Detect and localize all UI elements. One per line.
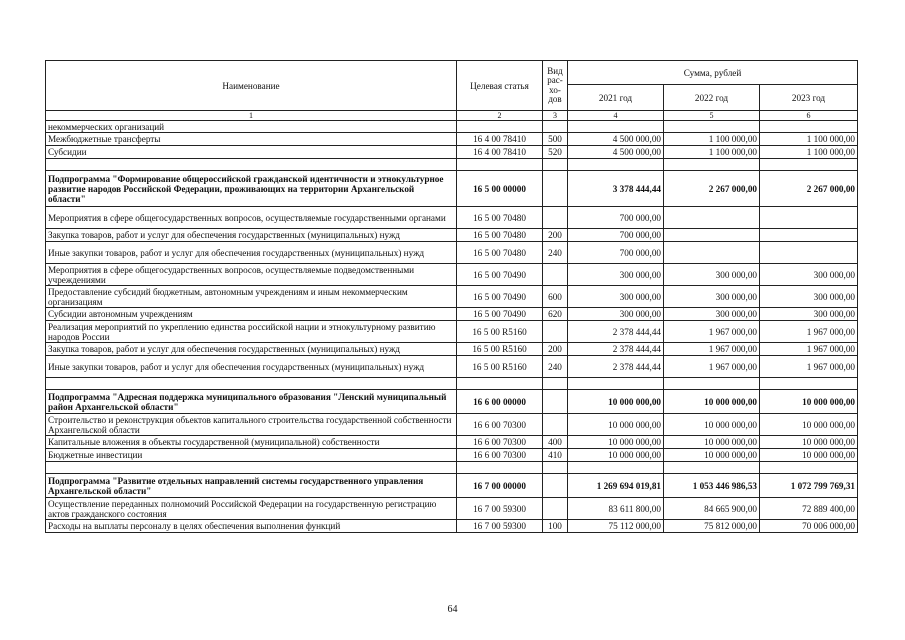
row-2022: 1 967 000,00 [664,321,760,343]
row-code: 16 5 00 70490 [457,264,543,286]
row-2021: 83 611 800,00 [568,498,664,520]
page-number: 64 [447,604,458,615]
row-type: 410 [543,449,568,462]
row-2022 [664,242,760,264]
row-name: Иные закупки товаров, работ и услуг для обеспечения государственных (муниципальных) нужд [46,356,457,378]
row-code: 16 4 00 78410 [457,133,543,146]
row-code: 16 7 00 59300 [457,498,543,520]
row-name: Закупка товаров, работ и услуг для обеспечения государственных (муниципальных) нужд [46,343,457,356]
row-name: Закупка товаров, работ и услуг для обеспечения государственных (муниципальных) нужд [46,229,457,242]
row-code: 16 6 00 00000 [457,390,543,414]
table-row [46,414,858,436]
row-code: 16 5 00 70490 [457,308,543,321]
table-row [46,356,858,378]
row-2023: 300 000,00 [760,264,858,286]
row-2021: 4 500 000,00 [568,146,664,159]
row-type [543,171,568,207]
row-type: 240 [543,356,568,378]
row-2022: 1 967 000,00 [664,356,760,378]
table-row [46,449,858,462]
row-2021: 2 378 444,44 [568,321,664,343]
row-code: 16 5 00 70480 [457,207,543,229]
row-2022: 10 000 000,00 [664,414,760,436]
col-index: 2 [457,111,543,121]
spacer-row [46,462,858,474]
row-2023 [760,207,858,229]
table-row [46,286,858,308]
row-2022: 1 967 000,00 [664,343,760,356]
row-2022: 300 000,00 [664,264,760,286]
row-name: Предоставление субсидий бюджетным, автономным учреждениям и иным некоммерческим организациям [46,286,457,308]
row-type: 500 [543,133,568,146]
row-code: 16 6 00 70300 [457,449,543,462]
table-row [46,264,858,286]
row-name: Реализация мероприятий по укреплению единства российской нации и этнокультурному развитию народов России [46,321,457,343]
row-2021 [568,121,664,133]
row-name: Мероприятия в сфере общегосударственных вопросов, осуществляемые подведомственными учреждениями [46,264,457,286]
table-row [46,146,858,159]
row-2022 [664,121,760,133]
col-header-target: Целевая статья [457,61,543,111]
row-code: 16 5 00 R5160 [457,343,543,356]
row-2021: 700 000,00 [568,207,664,229]
row-type: 200 [543,229,568,242]
row-2022: 10 000 000,00 [664,436,760,449]
row-name: Подпрограмма "Формирование общероссийской гражданской идентичности и этнокультурное развитие народов Российской Федерации, проживающих на территории Архангельской области" [46,171,457,207]
row-code: 16 5 00 70490 [457,286,543,308]
budget-table [45,60,858,533]
row-type: 100 [543,520,568,533]
row-2023: 10 000 000,00 [760,449,858,462]
row-code: 16 5 00 00000 [457,171,543,207]
row-2021: 10 000 000,00 [568,436,664,449]
row-2023: 70 006 000,00 [760,520,858,533]
row-2021: 3 378 444,44 [568,171,664,207]
row-code: 16 4 00 78410 [457,146,543,159]
row-type: 620 [543,308,568,321]
row-2021: 75 112 000,00 [568,520,664,533]
col-header-2022: 2022 год [664,85,760,111]
row-type [543,207,568,229]
row-code: 16 6 00 70300 [457,436,543,449]
row-name: Субсидии автономным учреждениям [46,308,457,321]
col-index: 3 [543,111,568,121]
row-code: 16 6 00 70300 [457,414,543,436]
row-name: Иные закупки товаров, работ и услуг для обеспечения государственных (муниципальных) нужд [46,242,457,264]
table-row [46,207,858,229]
row-2021: 10 000 000,00 [568,449,664,462]
row-code: 16 7 00 00000 [457,474,543,498]
row-2021: 4 500 000,00 [568,133,664,146]
row-code: 16 5 00 70480 [457,229,543,242]
row-name: Осуществление переданных полномочий Российской Федерации на государственную регистрацию актов гражданского состояния [46,498,457,520]
row-2023: 1 072 799 769,31 [760,474,858,498]
row-type [543,264,568,286]
row-2022: 300 000,00 [664,286,760,308]
col-index: 6 [760,111,858,121]
row-2023 [760,242,858,264]
row-2021: 700 000,00 [568,229,664,242]
row-2022: 1 100 000,00 [664,146,760,159]
row-name: Строительство и реконструкция объектов капитального строительства государственной собственности Архангельской области [46,414,457,436]
row-2022: 1 100 000,00 [664,133,760,146]
row-2023: 10 000 000,00 [760,414,858,436]
row-name: Расходы на выплаты персоналу в целях обеспечения выполнения функций [46,520,457,533]
table-row [46,474,858,498]
row-code [457,121,543,133]
row-2023: 1 100 000,00 [760,146,858,159]
spacer-row [46,378,858,390]
row-2021: 300 000,00 [568,308,664,321]
row-2023: 1 100 000,00 [760,133,858,146]
table-row [46,133,858,146]
table-row [46,321,858,343]
row-2023 [760,229,858,242]
row-2021: 700 000,00 [568,242,664,264]
row-type [543,121,568,133]
row-2022: 10 000 000,00 [664,390,760,414]
row-2021: 2 378 444,44 [568,356,664,378]
row-type: 400 [543,436,568,449]
row-2023 [760,121,858,133]
row-2021: 300 000,00 [568,264,664,286]
row-2023: 1 967 000,00 [760,356,858,378]
row-name: Мероприятия в сфере общегосударственных вопросов, осуществляемые государственными органами [46,207,457,229]
col-index: 4 [568,111,664,121]
row-2023: 10 000 000,00 [760,436,858,449]
table-row [46,343,858,356]
row-2022: 1 053 446 986,53 [664,474,760,498]
row-code: 16 7 00 59300 [457,520,543,533]
row-2021: 10 000 000,00 [568,390,664,414]
row-type [543,390,568,414]
row-2021: 1 269 694 019,81 [568,474,664,498]
row-2023: 1 967 000,00 [760,321,858,343]
table-row [46,229,858,242]
table-row [46,242,858,264]
row-2023: 2 267 000,00 [760,171,858,207]
table-row [46,390,858,414]
row-2023: 72 889 400,00 [760,498,858,520]
table-row [46,308,858,321]
row-2022: 2 267 000,00 [664,171,760,207]
row-2023: 300 000,00 [760,308,858,321]
row-2022 [664,229,760,242]
row-type: 600 [543,286,568,308]
column-index-row [46,111,858,121]
row-2021: 2 378 444,44 [568,343,664,356]
row-name: Подпрограмма "Адресная поддержка муниципального образования "Ленский муниципальный район Архангельской области" [46,390,457,414]
col-index: 1 [46,111,457,121]
row-2021: 300 000,00 [568,286,664,308]
row-2022 [664,207,760,229]
row-2023: 10 000 000,00 [760,390,858,414]
row-code: 16 5 00 70480 [457,242,543,264]
row-type: 520 [543,146,568,159]
row-type [543,321,568,343]
row-name: Бюджетные инвестиции [46,449,457,462]
row-code: 16 5 00 R5160 [457,321,543,343]
row-2021: 10 000 000,00 [568,414,664,436]
row-type [543,474,568,498]
table-row [46,171,858,207]
row-name: Подпрограмма "Развитие отдельных направлений системы государственного управления Архангельской области" [46,474,457,498]
table-row [46,121,858,133]
col-index: 5 [664,111,760,121]
col-header-type: Вид рас- хо- дов [543,61,568,111]
col-header-2021: 2021 год [568,85,664,111]
col-header-2023: 2023 год [760,85,858,111]
table-row [46,498,858,520]
row-type: 200 [543,343,568,356]
row-type [543,498,568,520]
row-2022: 300 000,00 [664,308,760,321]
row-code: 16 5 00 R5160 [457,356,543,378]
row-2022: 75 812 000,00 [664,520,760,533]
spacer-row [46,159,858,171]
col-header-sum: Сумма, рублей [568,61,858,85]
table-row [46,436,858,449]
row-name: Межбюджетные трансферты [46,133,457,146]
table-row [46,520,858,533]
row-2022: 10 000 000,00 [664,449,760,462]
row-2022: 84 665 900,00 [664,498,760,520]
row-name: Капитальные вложения в объекты государственной (муниципальной) собственности [46,436,457,449]
row-2023: 1 967 000,00 [760,343,858,356]
row-type: 240 [543,242,568,264]
row-type [543,414,568,436]
col-header-name: Наименование [46,61,457,111]
row-name: Субсидии [46,146,457,159]
row-2023: 300 000,00 [760,286,858,308]
row-name: некоммерческих организаций [46,121,457,133]
